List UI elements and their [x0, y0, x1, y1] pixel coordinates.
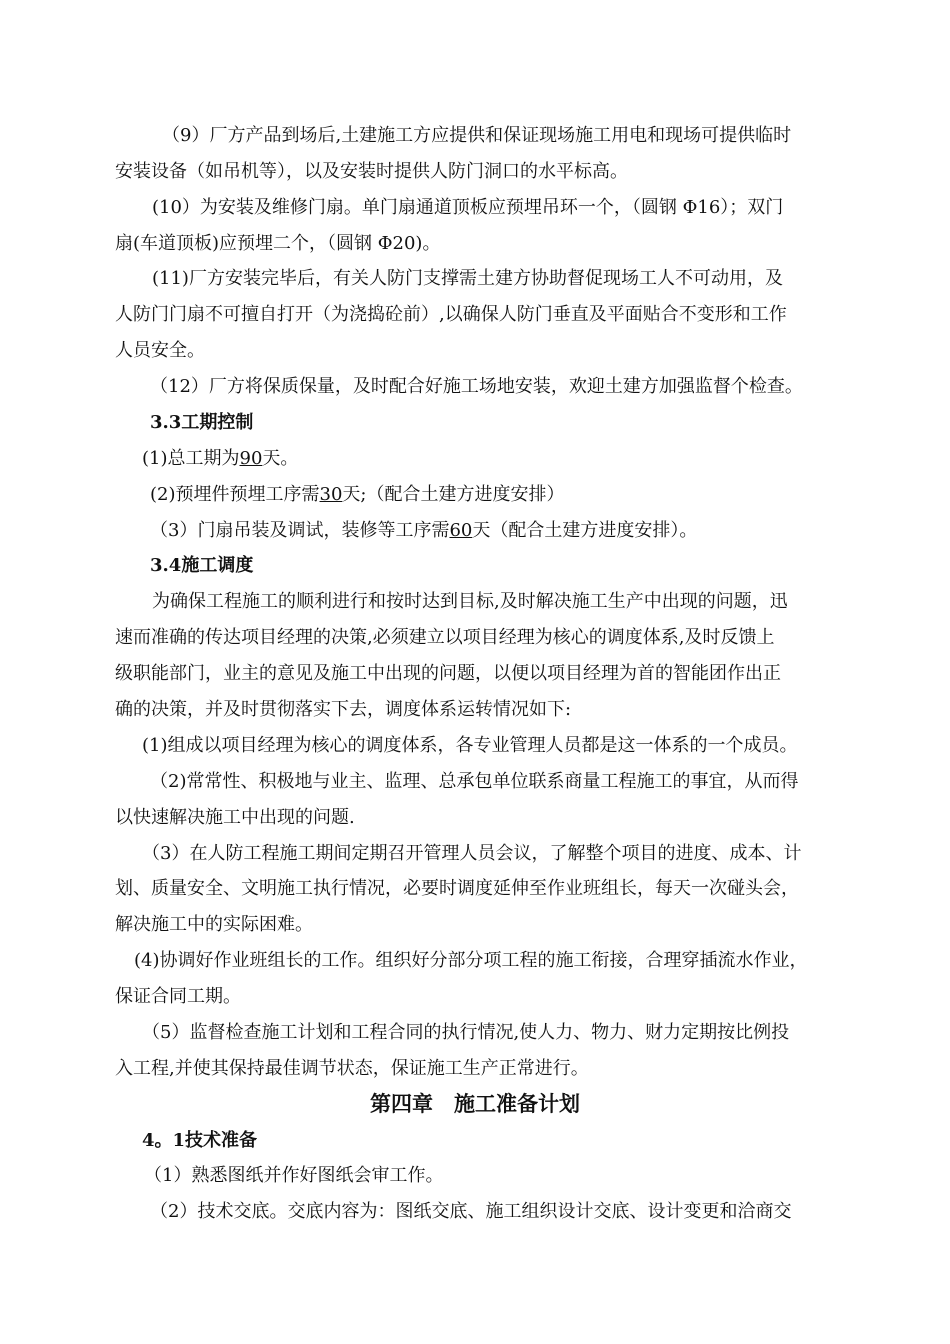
section-3-4-heading: 3.4施工调度	[150, 555, 254, 576]
schedule-item-3-prefix: （3）门扇吊装及调试，装修等工序需	[150, 520, 450, 541]
embed-duration-value: 30	[319, 484, 343, 505]
schedule-item-3-suffix: 天（配合土建方进度安排）。	[472, 520, 698, 541]
dispatch-item-4-line-1: (4)协调好作业班组长的工作。组织好分部分项工程的施工衔接，合理穿插流水作业，	[134, 950, 808, 971]
schedule-item-2-prefix: (2)预埋件预埋工序需	[150, 484, 320, 505]
dispatch-item-3-line-2: 划、质量安全、文明施工执行情况，必要时调度延伸至作业班组长，每天一次碰头会，	[115, 878, 799, 899]
item-10-line-2: 扇(车道顶板)应预埋二个，（圆钢 Φ20)。	[115, 233, 441, 254]
dispatch-intro-line-3: 级职能部门，业主的意见及施工中出现的问题，以便以项目经理为首的智能团作出正	[115, 663, 781, 684]
dispatch-intro-line-2: 速而准确的传达项目经理的决策,必须建立以项目经理为核心的调度体系,及时反馈上	[115, 627, 775, 648]
dispatch-item-2-line-2: 以快速解决施工中出现的问题.	[115, 807, 355, 828]
section-4-1-heading: 4。1技术准备	[142, 1130, 258, 1151]
schedule-item-1-suffix: 天。	[262, 448, 299, 469]
dispatch-item-3-line-1: （3）在人防工程施工期间定期召开管理人员会议，了解整个项目的进度、成本、计	[142, 843, 802, 864]
dispatch-item-5-line-1: （5）监督检查施工计划和工程合同的执行情况,使人力、物力、财力定期按比例投	[142, 1022, 790, 1043]
schedule-item-1	[142, 441, 298, 477]
chapter-4-title: 第四章 施工准备计划	[370, 1091, 580, 1116]
item-9-line-2: 安装设备（如吊机等），以及安装时提供人防门洞口的水平标高。	[115, 161, 628, 182]
dispatch-item-1: (1)组成以项目经理为核心的调度体系，各专业管理人员都是这一体系的一个成员。	[142, 735, 798, 756]
schedule-item-2-suffix: 天;（配合土建方进度安排）	[342, 484, 565, 505]
dispatch-item-4-line-2: 保证合同工期。	[115, 986, 241, 1007]
dispatch-intro-line-1: 为确保工程施工的顺利进行和按时达到目标,及时解决施工生产中出现的问题，迅	[152, 591, 788, 612]
item-11-line-3: 人员安全。	[115, 340, 205, 361]
item-11-line-1: (11)厂方安装完毕后，有关人防门支撑需土建方协助督促现场工人不可动用，及	[152, 268, 783, 289]
section-3-3-heading: 3.3工期控制	[150, 412, 254, 433]
schedule-item-3	[150, 513, 697, 549]
schedule-item-2	[150, 477, 564, 513]
total-duration-value: 90	[239, 448, 263, 469]
dispatch-item-5-line-2: 入工程,并使其保持最佳调节状态，保证施工生产正常进行。	[115, 1058, 589, 1079]
tech-prep-item-1: （1）熟悉图纸并作好图纸会审工作。	[144, 1165, 444, 1186]
install-duration-value: 60	[449, 520, 473, 541]
dispatch-intro-line-4: 确的决策，并及时贯彻落实下去，调度体系运转情况如下:	[115, 699, 572, 720]
schedule-item-1-prefix: (1)总工期为	[142, 448, 240, 469]
dispatch-item-2-line-1: （2)常常性、积极地与业主、监理、总承包单位联系商量工程施工的事宜，从而得	[150, 771, 799, 792]
tech-prep-item-2: （2）技术交底。交底内容为：图纸交底、施工组织设计交底、设计变更和洽商交	[150, 1201, 792, 1222]
item-11-line-2: 人防门门扇不可擅自打开（为浇捣砼前）,以确保人防门垂直及平面贴合不变形和工作	[115, 304, 787, 325]
dispatch-item-3-line-3: 解决施工中的实际困难。	[115, 914, 313, 935]
item-12-line-1: （12）厂方将保质保量，及时配合好施工场地安装，欢迎土建方加强监督个检查。	[150, 376, 803, 397]
item-10-line-1: (10）为安装及维修门扇。单门扇通道顶板应预埋吊环一个，（圆钢 Φ16）；双门	[152, 197, 784, 218]
item-9-line-1: （9）厂方产品到场后,土建施工方应提供和保证现场施工用电和现场可提供临时	[162, 125, 792, 146]
